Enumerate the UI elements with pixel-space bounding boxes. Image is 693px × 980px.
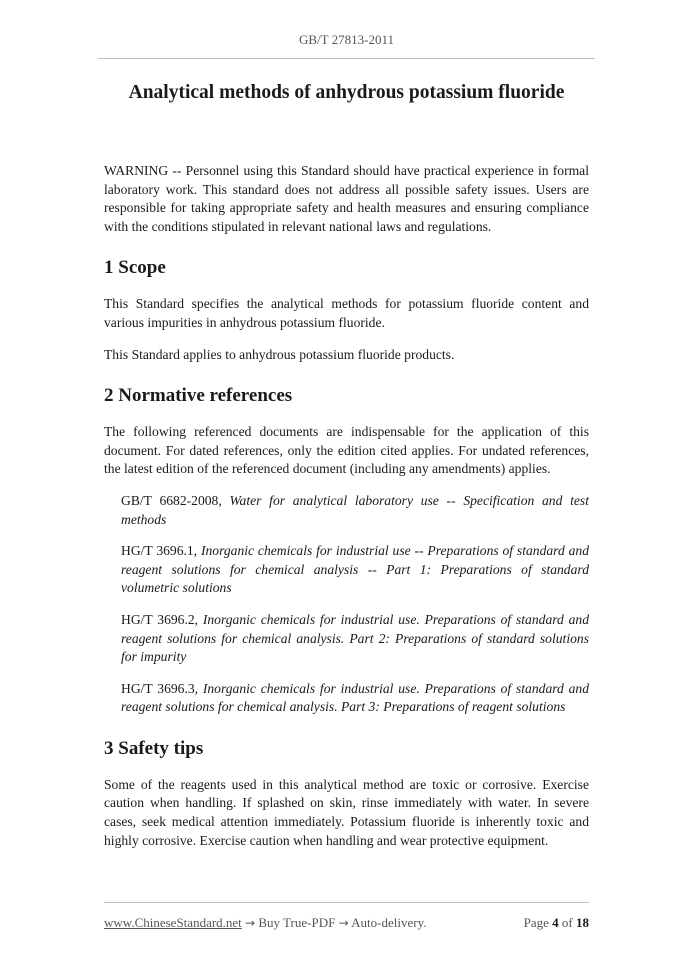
document-title: Analytical methods of anhydrous potassium fluoride xyxy=(128,82,565,103)
auto-delivery-text: Auto-delivery. xyxy=(348,915,427,930)
reference-title: Inorganic chemicals for industrial use -- Preparations of standard and reagent solutions for chemical analysis -- Part 1: Preparations of standard volumetric solutions xyxy=(121,543,589,596)
header-doc-id: GB/T 27813-2011 xyxy=(299,32,394,47)
document-body xyxy=(104,162,589,850)
page-label: Page xyxy=(523,915,553,930)
section-heading-normative-references: 2 Normative references xyxy=(104,385,293,407)
page-header xyxy=(98,32,595,59)
section-heading-scope: 1 Scope xyxy=(104,257,166,279)
arrow-right-icon: → xyxy=(338,916,349,930)
safety-paragraph: Some of the reagents used in this analytical method are toxic or corrosive. Exercise caution when handling. If splashed on skin, rinse immediately with water. In severe cases, seek medical attention immediately. Potassium fluoride is inherently toxic and highly corrosive. Exercise caution when handling and wear protective equipment. xyxy=(104,776,589,848)
warning-paragraph: WARNING -- Personnel using this Standard should have practical experience in formal laboratory work. This standard does not address all possible safety issues. Users are responsible for taking appropriate safety and health measures and ensuring compliance with the conditions stipulated in relevant national laws and regulations. xyxy=(104,163,589,234)
normative-intro-paragraph: The following referenced documents are indispensable for the application of this document. For dated references, only the edition cited applies. For undated references, the latest edition of the referenced document (including any amendments) applies. xyxy=(104,424,589,477)
footer-promo xyxy=(104,915,427,931)
reference-item xyxy=(121,492,589,529)
reference-title: Inorganic chemicals for industrial use. Preparations of standard and reagent solutions for chemical analysis. Part 2: Preparations of standard solutions for impurity xyxy=(121,611,590,665)
reference-item xyxy=(121,611,589,667)
reference-title: Water for analytical laboratory use -- Specification and test methods xyxy=(121,492,589,527)
page-footer xyxy=(104,902,589,931)
page-number xyxy=(524,915,589,931)
site-link[interactable]: www.ChineseStandard.net xyxy=(104,915,242,930)
current-page: 4 xyxy=(552,915,559,930)
section-heading-safety-tips: 3 Safety tips xyxy=(104,737,204,759)
arrow-right-icon: → xyxy=(245,916,256,930)
of-label: of xyxy=(558,915,576,930)
reference-code: GB/T 6682-2008, xyxy=(121,492,230,508)
reference-code: HG/T 3696.3, xyxy=(121,680,203,696)
reference-item xyxy=(121,542,589,598)
reference-item xyxy=(121,680,589,717)
reference-code: HG/T 3696.1, xyxy=(121,543,201,559)
reference-code: HG/T 3696.2, xyxy=(121,611,203,627)
scope-paragraph-1: This Standard specifies the analytical methods for potassium fluoride content and various impurities in anhydrous potassium fluoride. xyxy=(104,296,589,330)
total-pages: 18 xyxy=(576,915,589,930)
scope-paragraph-2: This Standard applies to anhydrous potassium fluoride products. xyxy=(104,346,455,362)
buy-text: Buy True-PDF xyxy=(255,915,339,930)
reference-title: Inorganic chemicals for industrial use. Preparations of standard and reagent solutions for chemical analysis. Part 3: Preparations of reagent solutions xyxy=(121,680,590,715)
